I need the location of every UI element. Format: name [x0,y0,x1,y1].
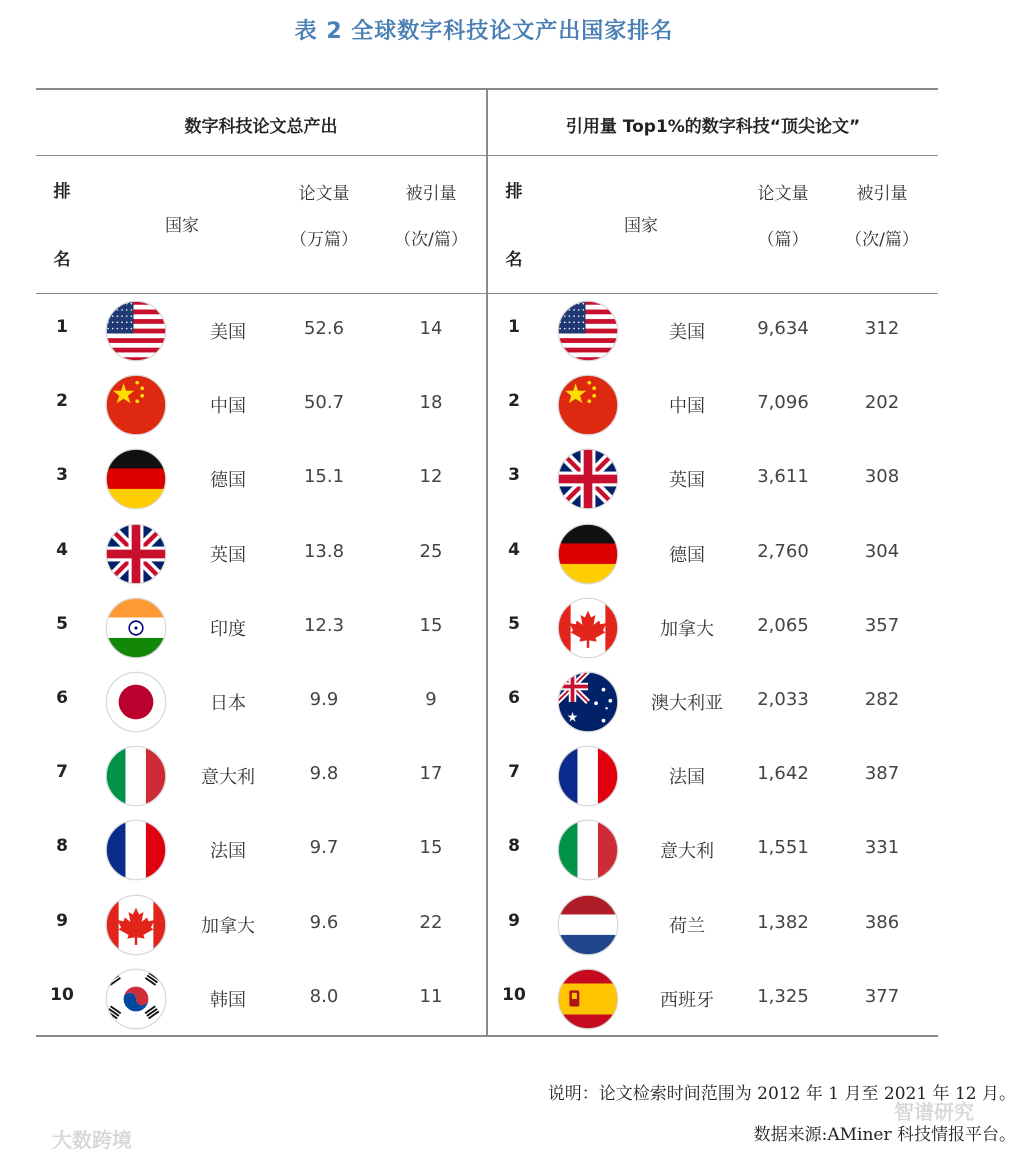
right-rank-header-2: 名 [505,250,523,270]
it-flag-icon [557,819,619,881]
citations-cell: 202 [864,392,900,414]
watermark-left: 大数跨境 [52,1128,132,1152]
gb-flag-icon [105,523,167,585]
citations-cell: 312 [864,318,900,339]
rank-cell: 8 [56,836,68,857]
flag-cell [105,448,167,510]
left-papers-unit: （万篇） [290,230,358,250]
citations-cell: 25 [419,540,443,562]
papers-cell: 9,634 [757,318,809,339]
country-cell: 西班牙 [660,989,714,1011]
flag-cell [105,597,167,659]
rank-cell: 5 [56,613,68,634]
flag-cell [557,597,619,659]
rank-cell: 6 [508,688,520,708]
fr-flag-icon [105,819,167,881]
country-cell: 意大利 [201,767,255,789]
rank-cell: 10 [50,984,74,1005]
rank-cell: 2 [508,391,520,412]
papers-cell: 9.9 [309,689,339,710]
citations-cell: 386 [864,911,900,933]
it-flag-icon [105,745,167,807]
citations-cell: 282 [864,689,900,710]
papers-cell: 9.8 [309,763,339,785]
flag-cell [557,374,619,436]
flag-cell [105,523,167,585]
citations-cell: 377 [864,985,900,1007]
rank-cell: 3 [508,465,520,486]
country-cell: 中国 [669,396,705,418]
left-country-header: 国家 [165,216,199,236]
papers-cell: 1,642 [757,763,809,785]
papers-cell: 2,065 [757,614,809,636]
citations-cell: 387 [864,763,900,785]
rank-cell: 7 [508,762,520,783]
flag-cell [105,819,167,881]
country-cell: 美国 [210,322,246,343]
cn-flag-icon [557,374,619,436]
rank-cell: 4 [508,539,520,560]
papers-cell: 7,096 [757,392,809,414]
citations-cell: 331 [864,837,900,859]
citations-cell: 11 [419,985,443,1007]
fr-flag-icon [557,745,619,807]
papers-cell: 13.8 [303,540,345,562]
rank-cell: 6 [56,688,68,708]
flag-cell [105,894,167,956]
nl-flag-icon [557,894,619,956]
country-cell: 荷兰 [669,915,705,937]
rank-cell: 2 [56,391,68,412]
country-cell: 中国 [210,396,246,418]
flag-cell [557,968,619,1030]
flag-cell [557,819,619,881]
country-cell: 加拿大 [660,618,714,640]
right-citations-unit: （次/篇） [845,230,919,250]
flag-cell [105,671,167,733]
rank-cell: 1 [56,317,68,337]
footnote-source: 数据来源:AMiner 科技情报平台。 [753,1125,1016,1145]
citations-cell: 18 [419,392,443,414]
country-cell: 德国 [669,544,705,566]
right-papers-unit: （篇） [757,230,809,250]
papers-cell: 1,382 [757,911,809,933]
cn-flag-icon [105,374,167,436]
table-title: 表 2 全球数字科技论文产出国家排名 [294,19,674,44]
right-section-heading: 引用量 Top1%的数字科技“顶尖论文” [565,117,861,137]
country-cell: 日本 [210,693,246,714]
left-rank-header-1: 排 [53,182,71,202]
country-cell: 法国 [669,767,705,789]
papers-cell: 12.3 [303,614,345,636]
country-cell: 韩国 [210,989,246,1011]
flag-cell [105,745,167,807]
citations-cell: 14 [419,318,443,339]
flag-cell [105,374,167,436]
citations-cell: 357 [864,614,900,636]
papers-cell: 2,033 [757,689,809,710]
left-section-heading: 数字科技论文总产出 [184,117,338,137]
rank-cell: 9 [508,910,520,931]
citations-cell: 15 [419,614,443,636]
citations-cell: 9 [425,689,437,710]
country-cell: 印度 [210,618,246,640]
ca-flag-icon [557,597,619,659]
country-cell: 美国 [669,322,705,343]
flag-cell [105,300,167,362]
citations-cell: 304 [864,540,900,562]
flag-cell [557,300,619,362]
footnote-time-range: 说明：论文检索时间范围为 2012 年 1 月至 2021 年 12 月。 [547,1084,1016,1104]
kr-flag-icon [105,968,167,1030]
country-cell: 加拿大 [201,915,255,937]
flag-cell [557,523,619,585]
flag-cell [557,671,619,733]
left-rank-header-2: 名 [53,250,71,270]
papers-cell: 2,760 [757,540,809,562]
right-rank-header-1: 排 [505,182,523,202]
right-country-header: 国家 [624,216,658,236]
papers-cell: 1,325 [757,985,809,1007]
de-flag-icon [557,523,619,585]
papers-cell: 52.6 [303,318,345,339]
left-citations-unit: （次/篇） [394,230,468,250]
citations-cell: 17 [419,763,443,785]
citations-cell: 15 [419,837,443,859]
rank-cell: 7 [56,762,68,783]
citations-cell: 12 [419,466,443,488]
flag-cell [557,894,619,956]
country-cell: 澳大利亚 [651,693,723,714]
watermark-right: 智谱研究 [894,1100,974,1124]
country-cell: 意大利 [660,841,714,863]
rank-cell: 5 [508,613,520,634]
country-cell: 法国 [210,841,246,863]
es-flag-icon [557,968,619,1030]
rank-cell: 4 [56,539,68,560]
papers-cell: 3,611 [757,466,809,488]
left-citations-header: 被引量 [405,184,457,204]
rank-cell: 1 [508,317,520,337]
papers-cell: 50.7 [303,392,345,414]
country-cell: 英国 [210,544,246,566]
papers-cell: 9.6 [309,911,339,933]
papers-cell: 1,551 [757,837,809,859]
flag-cell [557,745,619,807]
jp-flag-icon [105,671,167,733]
left-papers-header: 论文量 [298,184,350,204]
papers-cell: 9.7 [309,837,339,859]
country-cell: 德国 [210,470,246,492]
right-papers-header: 论文量 [757,184,809,204]
country-cell: 英国 [669,470,705,492]
papers-cell: 8.0 [309,985,339,1007]
ca-flag-icon [105,894,167,956]
center-divider [486,88,488,1036]
flag-cell [557,448,619,510]
flag-cell [105,968,167,1030]
right-citations-header: 被引量 [856,184,908,204]
au-flag-icon [557,671,619,733]
citations-cell: 22 [419,911,443,933]
papers-cell: 15.1 [303,466,345,488]
rank-cell: 8 [508,836,520,857]
us-flag-icon [557,300,619,362]
in-flag-icon [105,597,167,659]
gb-flag-icon [557,448,619,510]
citations-cell: 308 [864,466,900,488]
us-flag-icon [105,300,167,362]
de-flag-icon [105,448,167,510]
rank-cell: 10 [502,984,526,1005]
rank-cell: 3 [56,465,68,486]
rank-cell: 9 [56,910,68,931]
